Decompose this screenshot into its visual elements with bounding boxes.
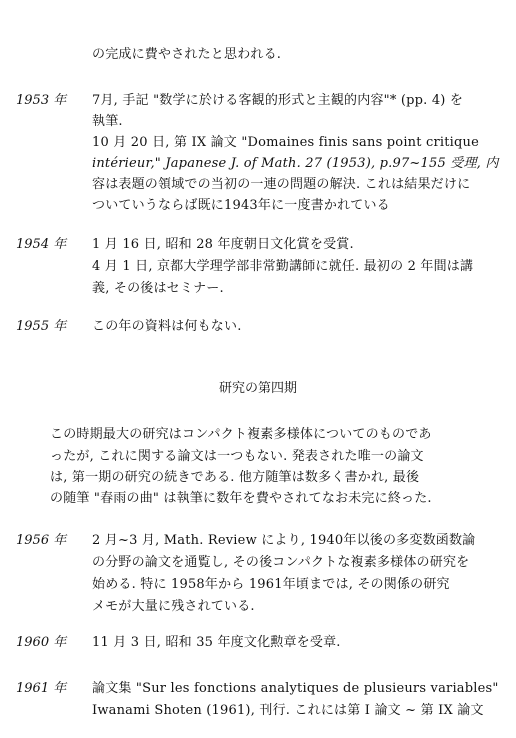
- entry-line: 7月, 手記 "数学に於ける客観的形式と主観的内容"* (pp. 4) を: [92, 93, 464, 108]
- year-label-1960: 1960 年: [16, 635, 67, 650]
- year-label-1954: 1954 年: [16, 237, 67, 252]
- entry-line: の分野の論文を通覧し, その後コンパクトな複素多様体の研究を: [92, 555, 470, 570]
- entry-line: 義, その後はセミナー.: [92, 281, 224, 296]
- entry-line: 執筆.: [92, 114, 123, 129]
- year-label-1956: 1956 年: [16, 533, 67, 548]
- entry-line: 始める. 特に 1958年から 1961年頃までは, その関係の研究: [92, 577, 450, 592]
- entry-line: 10 月 20 日, 第 IX 論文 "Domaines finis sans point critique: [92, 135, 480, 150]
- year-label-1955: 1955 年: [16, 319, 67, 334]
- intro-line: の完成に費やされたと思われる.: [92, 47, 282, 62]
- year-label-1961: 1961 年: [16, 681, 67, 696]
- entry-line: 論文集 "Sur les fonctions analytiques de plusieurs variables": [92, 681, 499, 696]
- entry-line: intérieur," Japanese J. of Math. 27 (1953), p.97~155 受理, 内: [92, 156, 499, 171]
- paragraph-line: は, 第一期の研究の続きである. 他方随筆は数多く書かれ, 最後: [50, 470, 420, 485]
- entry-line: この年の資料は何もない.: [92, 319, 242, 334]
- entry-line: 容は表題の領域での当初の一連の問題の解決. これは結果だけに: [92, 177, 471, 192]
- paragraph-line: この時期最大の研究はコンパクト複素多様体についてのものであ: [50, 427, 432, 442]
- entry-line: Iwanami Shoten (1961), 刊行. これには第 I 論文 ~ 第 IX 論文: [92, 703, 484, 718]
- entry-line: ついていうならば既に1943年に一度書かれている: [92, 198, 390, 213]
- section-heading: 研究の第四期: [218, 381, 297, 396]
- paragraph-line: の随筆 "春雨の曲" は執筆に数年を費やされてなお未完に終った.: [50, 491, 432, 506]
- entry-line: メモが大量に残されている.: [92, 599, 255, 614]
- entry-line: 1 月 16 日, 昭和 28 年度朝日文化賞を受賞.: [92, 237, 354, 252]
- paragraph-line: ったが, これに関する論文は一つもない. 発表された唯一の論文: [50, 449, 424, 464]
- year-label-1953: 1953 年: [16, 93, 67, 108]
- entry-line: 2 月~3 月, Math. Review により, 1940年以後の多変数函数論: [92, 533, 476, 548]
- entry-line: 11 月 3 日, 昭和 35 年度文化勲章を受章.: [92, 635, 341, 650]
- entry-line: 4 月 1 日, 京都大学理学部非常勤講師に就任. 最初の 2 年間は講: [92, 259, 474, 274]
